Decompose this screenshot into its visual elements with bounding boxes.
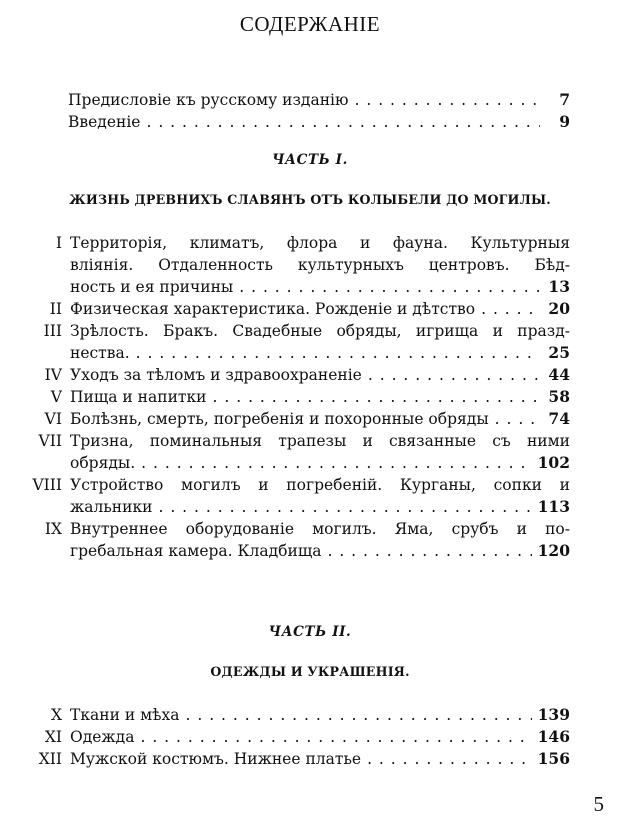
dot-leader (495, 408, 540, 430)
chapter-title-line: Одежда (70, 728, 135, 746)
chapter-title-line: Устройство могилъ и погребеній. Курганы, сопки и (70, 476, 570, 494)
chapter-number: IX (44, 520, 62, 538)
chapter-page: 146 (537, 727, 570, 746)
chapter-number: I (55, 234, 62, 252)
part-2-label: ЧАСТЬ II. (268, 624, 352, 640)
chapter-title-line: Зрѣлость. Бракъ. Свадебные обряды, игрища и празд- (70, 322, 570, 340)
chapter-page: 102 (537, 453, 570, 472)
chapter-page: 156 (537, 749, 570, 768)
chapter-title-line: ность и ея причины (70, 278, 234, 296)
dot-leader (213, 386, 540, 408)
chapter-title-line: Ткани и мѣха (70, 706, 180, 724)
dot-leader (367, 748, 532, 770)
chapter-page: 58 (548, 387, 570, 406)
chapter-page: 139 (537, 705, 570, 724)
chapter-title-line: Болѣзнь, смерть, погребенія и похоронные обряды (70, 410, 489, 428)
chapter-number: VII (38, 432, 62, 450)
chapter-title-line: гребальная камера. Кладбища (70, 542, 322, 560)
dot-leader (141, 452, 531, 474)
chapter-number: XII (38, 750, 62, 768)
chapter-title (70, 518, 570, 562)
dot-leader (239, 276, 540, 298)
chapter-number: IV (44, 366, 62, 384)
dot-leader (327, 540, 531, 562)
chapter-number: II (49, 300, 62, 318)
chapter-title-line: Внутреннее оборудованіе могилъ. Яма, срубъ и по- (70, 520, 570, 538)
dot-leader (481, 298, 540, 320)
chapter-title-line: вліянія. Отдаленность культурныхъ центровъ. Бѣд- (70, 256, 570, 274)
dot-leader (368, 364, 540, 386)
dot-leader (158, 496, 531, 518)
chapter-page: 113 (537, 497, 570, 516)
chapter-page: 25 (548, 343, 570, 362)
dot-leader (140, 726, 531, 748)
entry-page: 9 (559, 112, 570, 131)
part-1-label: ЧАСТЬ I. (272, 152, 348, 168)
chapter-number: X (50, 706, 62, 724)
chapter-number: VI (44, 410, 62, 428)
chapter-title (70, 474, 570, 518)
chapter-page: 74 (548, 409, 570, 428)
entry-label: Введеніе (68, 113, 141, 131)
entry-label: Предисловіе къ русскому изданію (68, 91, 349, 109)
chapter-number: XI (44, 728, 62, 746)
chapter-title-line: обряды. (70, 454, 136, 472)
chapter-title (70, 232, 570, 298)
chapter-page: 44 (548, 365, 570, 384)
page-number: 5 (593, 792, 604, 816)
chapter-title-line: Тризна, поминальныя трапезы и связанные съ ними (70, 432, 570, 450)
chapter-title (70, 704, 570, 726)
entry-page: 7 (559, 90, 570, 109)
part-1-title: ЖИЗНЬ ДРЕВНИХЪ СЛАВЯНЪ ОТЪ КОЛЫБЕЛИ ДО МОГИЛЫ. (69, 192, 551, 207)
chapter-title-line: нества. (70, 344, 130, 362)
dot-leader (146, 113, 540, 131)
chapter-title-line: Физическая характеристика. Рожденіе и дѣтство (70, 300, 476, 318)
chapter-title-line: Территорія, климатъ, флора и фауна. Культурныя (70, 234, 570, 252)
chapter-page: 13 (548, 277, 570, 296)
dot-leader (186, 704, 532, 726)
dot-leader (354, 91, 540, 109)
chapter-title (70, 726, 570, 748)
chapter-title-line: Уходъ за тѣломъ и здравоохраненіе (70, 366, 362, 384)
chapter-title (70, 386, 570, 408)
chapter-title (70, 364, 570, 386)
chapter-title-line: Пища и напитки (70, 388, 207, 406)
dot-leader (136, 342, 540, 364)
chapter-title (70, 408, 570, 430)
chapter-title (70, 748, 570, 770)
chapter-title-line: Мужской костюмъ. Нижнее платье (70, 750, 362, 768)
chapter-number: V (50, 388, 62, 406)
chapter-title-line: жальники (70, 498, 153, 516)
chapter-page: 20 (548, 299, 570, 318)
page-title: СОДЕРЖАНІЕ (239, 12, 381, 36)
chapter-page: 120 (537, 541, 570, 560)
chapter-title (70, 298, 570, 320)
toc-entry-introduction[interactable] (68, 112, 570, 131)
toc-entry-preface[interactable] (68, 90, 570, 109)
chapter-title (70, 430, 570, 474)
chapter-number: VIII (32, 476, 62, 494)
chapter-number: III (43, 322, 62, 340)
part-2-title: ОДЕЖДЫ И УКРАШЕНІЯ. (210, 664, 410, 679)
chapter-title (70, 320, 570, 364)
